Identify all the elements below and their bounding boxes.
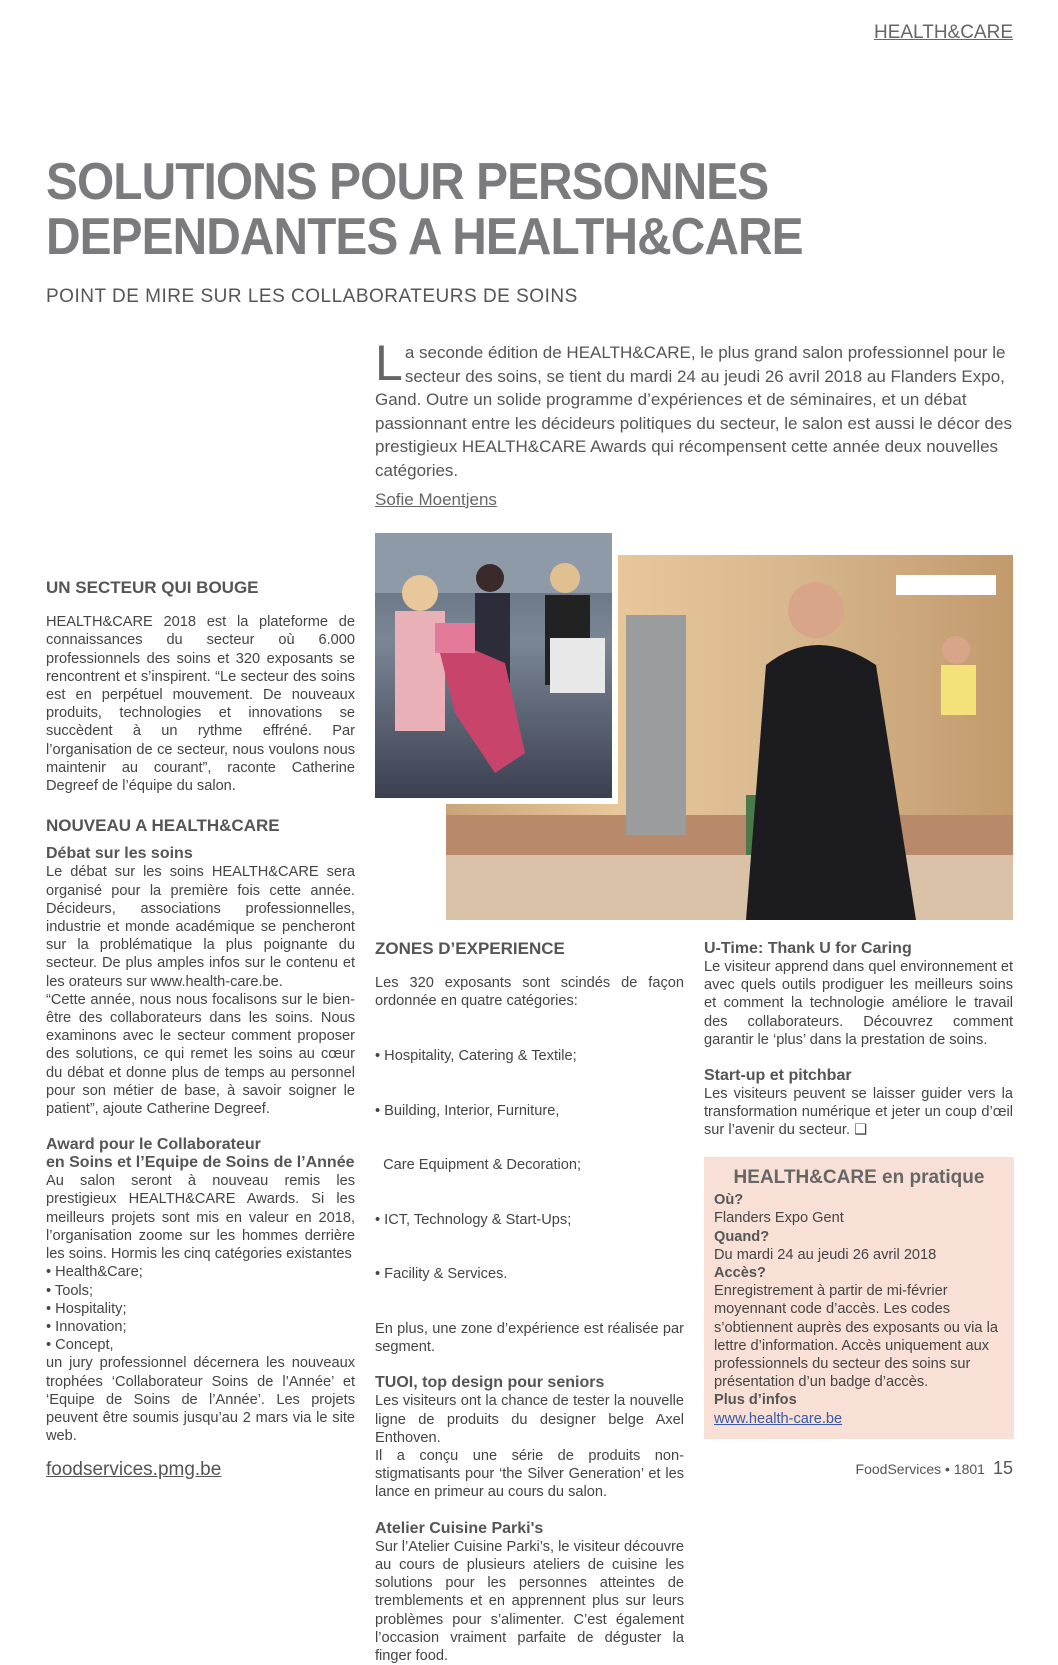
page-number: 15 (992, 1458, 1013, 1478)
list-item: • Hospitality, Catering & Textile; (375, 1048, 577, 1065)
paragraph: Le visiteur apprend dans quel environnement et avec quels outils prodiguer les meilleurs soins et comment la technologie améliore le travail des collaborateurs. Découvrez comment garantir le ‘plus’ dans la prestation de soins. (704, 959, 1013, 1048)
list-item: • Hospitality; (46, 1300, 127, 1317)
list-item: • ICT, Technology & Start-Ups; (375, 1211, 572, 1228)
category-list (375, 1011, 684, 1320)
list-item: • Concept, (46, 1337, 114, 1354)
when-label: Quand? (714, 1228, 770, 1245)
info-label: Plus d’infos (714, 1392, 797, 1409)
footer-page-info (856, 1458, 1013, 1479)
care-chair-illustration (375, 533, 615, 801)
list-item: • Facility & Services. (375, 1266, 508, 1283)
website-link[interactable]: www.health-care.be (714, 1410, 843, 1427)
list-item: • Innovation; (46, 1318, 127, 1335)
subheading-tuoi: TUOI, top design pour seniors (375, 1374, 605, 1392)
where-label: Où? (714, 1192, 744, 1209)
end-mark-icon: ❑ (854, 1122, 868, 1139)
intro-text: a seconde édition de HEALTH&CARE, le plus grand salon professionnel pour le secteur des soins, se tient du mardi 24 au jeudi 26 avril 2018 au Flanders Expo, Gand. Outre un solide programme d’expériences et de séminaires, et un débat passionnant entre les décideurs politiques du secteur, le salon est aussi le décor des prestigieux HEALTH&CARE Awards qui récompensent cette année deux nouvelles catégories. (375, 343, 1012, 480)
subheading-award (46, 1136, 355, 1172)
award-line-2: en Soins et l’Equipe de Soins de l’Année (46, 1154, 355, 1172)
paragraph: Les visiteurs ont la chance de tester la nouvelle ligne de produits du designer belge Axel Enthoven. (375, 1393, 684, 1446)
column-3 (704, 940, 1013, 1140)
paragraph: Les 320 exposants sont scindés de façon ordonnée en quatre catégories: (375, 975, 684, 1010)
dropcap: L (375, 335, 403, 391)
subheading-startup: Start-up et pitchbar (704, 1067, 852, 1085)
footer-website-link[interactable]: foodservices.pmg.be (46, 1459, 222, 1480)
access-label: Accès? (714, 1265, 766, 1282)
column-2 (375, 940, 684, 1665)
section-tag: HEALTH&CARE (873, 22, 1013, 43)
paragraph: HEALTH&CARE 2018 est la plateforme de connaissances du secteur où 6.000 professionnels des soins et 320 exposants se rencontrent et s’inspirent. “Le secteur des soins est en perpétuel mouvement. De nouveaux produits, technologies et innovations se succèdent à un rythme effréné. Par l’organisation de ce secteur, nous voulons nous maintenir au courant”, raconte Catherine Degreef de l’équipe du salon. (46, 614, 355, 795)
heading-zones: ZONES D’EXPERIENCE (375, 939, 565, 958)
subheading-debat: Débat sur les soins (46, 845, 193, 863)
article-intro (375, 335, 1013, 482)
author-link[interactable]: Sofie Moentjens (375, 490, 497, 509)
where-value: Flanders Expo Gent (714, 1210, 844, 1227)
list-item: • Tools; (46, 1282, 94, 1299)
paragraph: Sur l’Atelier Cuisine Parki’s, le visiteur découvre au cours de plusieurs ateliers de cuisine les solutions pour les personnes atteintes de tremblements et en apprennent plus sur leurs problèmes pour s’alimenter. C’est également l’occasion vraiment parfaite de déguster la finger food. (375, 1538, 684, 1664)
paragraph: un jury professionnel décernera les nouveaux trophées ‘Collaborateur Soins de l’Année’ et ‘Equipe de Soins de l’Année’. Les projets peuvent être soumis jusqu’au 2 mars via le site web. (46, 1355, 355, 1445)
title-line-2: DEPENDANTES A HEALTH&CARE (46, 208, 803, 266)
paragraph: “Cette année, nous nous focalisons sur le bien-être des collaborateurs dans les soins. Nous examinons avec le secteur comment proposer des solutions, ce qui remet les soins au cœur du débat et donne plus de temps au personnel pour son métier de base, à savoir soigner le patient”, ajoute Catherine Degreef. (46, 991, 355, 1118)
info-box (704, 1157, 1014, 1439)
access-value: Enregistrement à partir de mi-février moyennant code d’accès. Les codes s’obtiennent auprès des exposants ou via la lettre d’information. Accès uniquement aux professionnels du secteur des soins sur présentation d’un badge d’accès. (714, 1283, 998, 1391)
paragraph: Le débat sur les soins HEALTH&CARE sera organisé pour la première fois cette année. Décideurs, associations professionnelles, industrie et monde académique se pencheront sur la problématique la plus poignante du secteur. De plus amples infos sur le contenu et les orateurs sur www.health-care.be. (46, 864, 355, 990)
award-line-1: Award pour le Collaborateur (46, 1136, 261, 1154)
photo-care-chair (373, 531, 618, 804)
subheading-utime: U-Time: Thank U for Caring (704, 940, 912, 957)
award-category-list (46, 1263, 355, 1354)
list-item: • Health&Care; (46, 1264, 143, 1281)
info-box-title: HEALTH&CARE en pratique (733, 1167, 985, 1188)
magazine-issue: FoodServices • 1801 (855, 1461, 985, 1477)
paragraph: En plus, une zone d’expérience est réalisée par segment. (375, 1321, 684, 1356)
list-item: Care Equipment & Decoration; (375, 1157, 582, 1174)
heading-nouveau: NOUVEAU A HEALTH&CARE (46, 816, 280, 836)
list-item: • Building, Interior, Furniture, (375, 1102, 560, 1119)
paragraph: Au salon seront à nouveau remis les prestigieux HEALTH&CARE Awards. Si les meilleurs projets sont mis en valeur en 2018, l’organisation zoome sur les hommes derrière les soins. Hormis les cinq catégories existantes (46, 1173, 355, 1263)
article-title (46, 155, 803, 265)
startup-text: Les visiteurs peuvent se laisser guider vers la transformation numérique et jeter un coup d’œil sur l’avenir du secteur. (704, 1086, 1013, 1139)
column-1 (46, 579, 355, 1445)
heading-un-secteur: UN SECTEUR QUI BOUGE (46, 578, 259, 597)
when-value: Du mardi 24 au jeudi 26 avril 2018 (714, 1246, 937, 1263)
paragraph (704, 1085, 1013, 1140)
article-subtitle: POINT DE MIRE SUR LES COLLABORATEURS DE SOINS (46, 286, 578, 307)
title-line-1: SOLUTIONS POUR PERSONNES (46, 153, 769, 211)
paragraph: Il a conçu une série de produits non-stigmatisants pour ‘the Silver Generation’ et les lance en primeur au cours du salon. (375, 1448, 684, 1501)
subheading-atelier: Atelier Cuisine Parki's (375, 1519, 544, 1537)
